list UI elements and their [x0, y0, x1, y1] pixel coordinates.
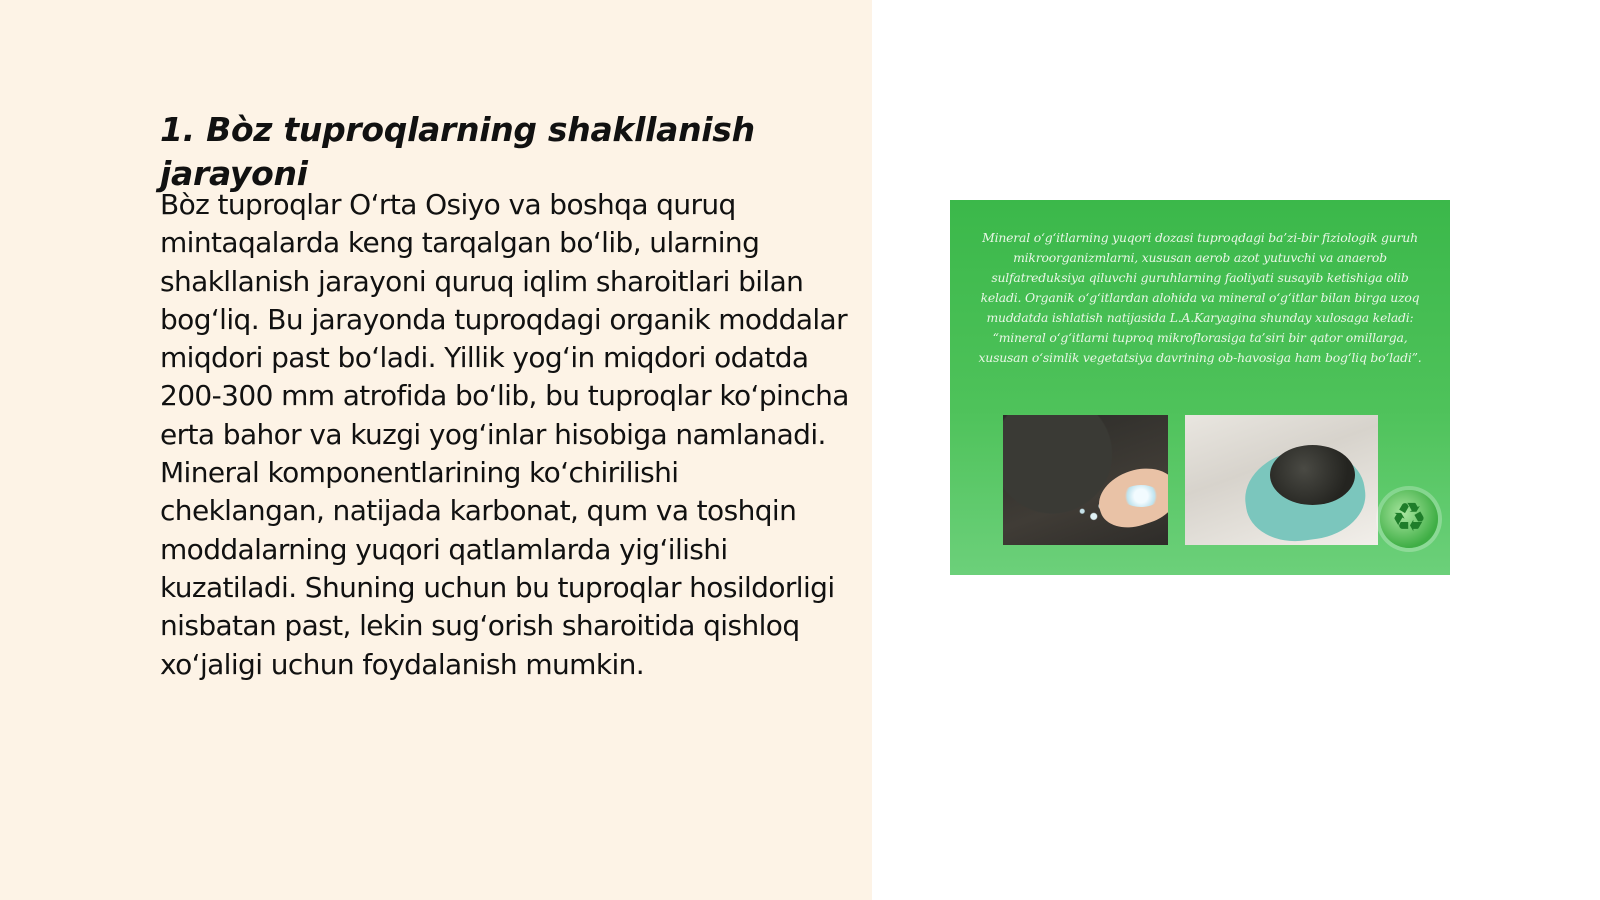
slide-body-text: Bòz tuproqlar O‘rta Osiyo va boshqa quruq mintaqalarda keng tarqalgan bo‘lib, ularning shakllanish jarayoni quruq iqlim sharoitlari bilan bog‘liq. Bu jarayonda tuproqdagi organik moddalar miqdori past bo‘ladi. Yillik yog‘in miqdori odatda 200-300 mm atrofida bo‘lib, bu tuproqlar ko‘pincha erta bahor va kuzgi yog‘inlar hisobiga namlanadi. Mineral komponentlarining ko‘chirilishi cheklangan, natijada karbonat, qum va toshqin moddalarning yuqori qatlamlarda yig‘ilishi kuzatiladi. Shuning uchun bu tuproqlar hosildorligi nisbatan past, lekin sug‘orish sharoitida qishloq xo‘jaligi uchun foydalanish mumkin.: [160, 188, 849, 681]
figure-caption-text: Mineral o‘g‘itlarning yuqori dozasi tuproqdagi ba’zi-bir fiziologik guruh mikroorganizmlarni, xususan aerob azot yutuvchi va anaerob sulfatreduksiya qiluvchi guruhlarning faoliyati susayib ketishiga olib keladi. Organik o‘g‘itlardan alohida va mineral o‘g‘itlar bilan birga uzoq muddatda ishlatish natijasida L.A.Karyagina shunday xulosaga keladi: “mineral o‘g‘itlarni tuproq mikroflorasiga ta’siri bir qator omillarga, xususan o‘simlik vegetatsiya davrining ob-havosiga ham bog‘liq bo‘ladi”.: [978, 230, 1422, 365]
slide-title: 1. Bòz tuproqlarning shakllanish jarayoni: [160, 110, 755, 193]
fertilizer-info-image: [950, 200, 1450, 575]
photo-hand-with-granules: [1003, 415, 1168, 545]
photo-gloved-hands-with-soil: [1185, 415, 1378, 545]
recycle-icon: [1380, 490, 1438, 548]
fertilizer-granules: [1121, 485, 1161, 507]
soil-handful: [1270, 445, 1355, 505]
